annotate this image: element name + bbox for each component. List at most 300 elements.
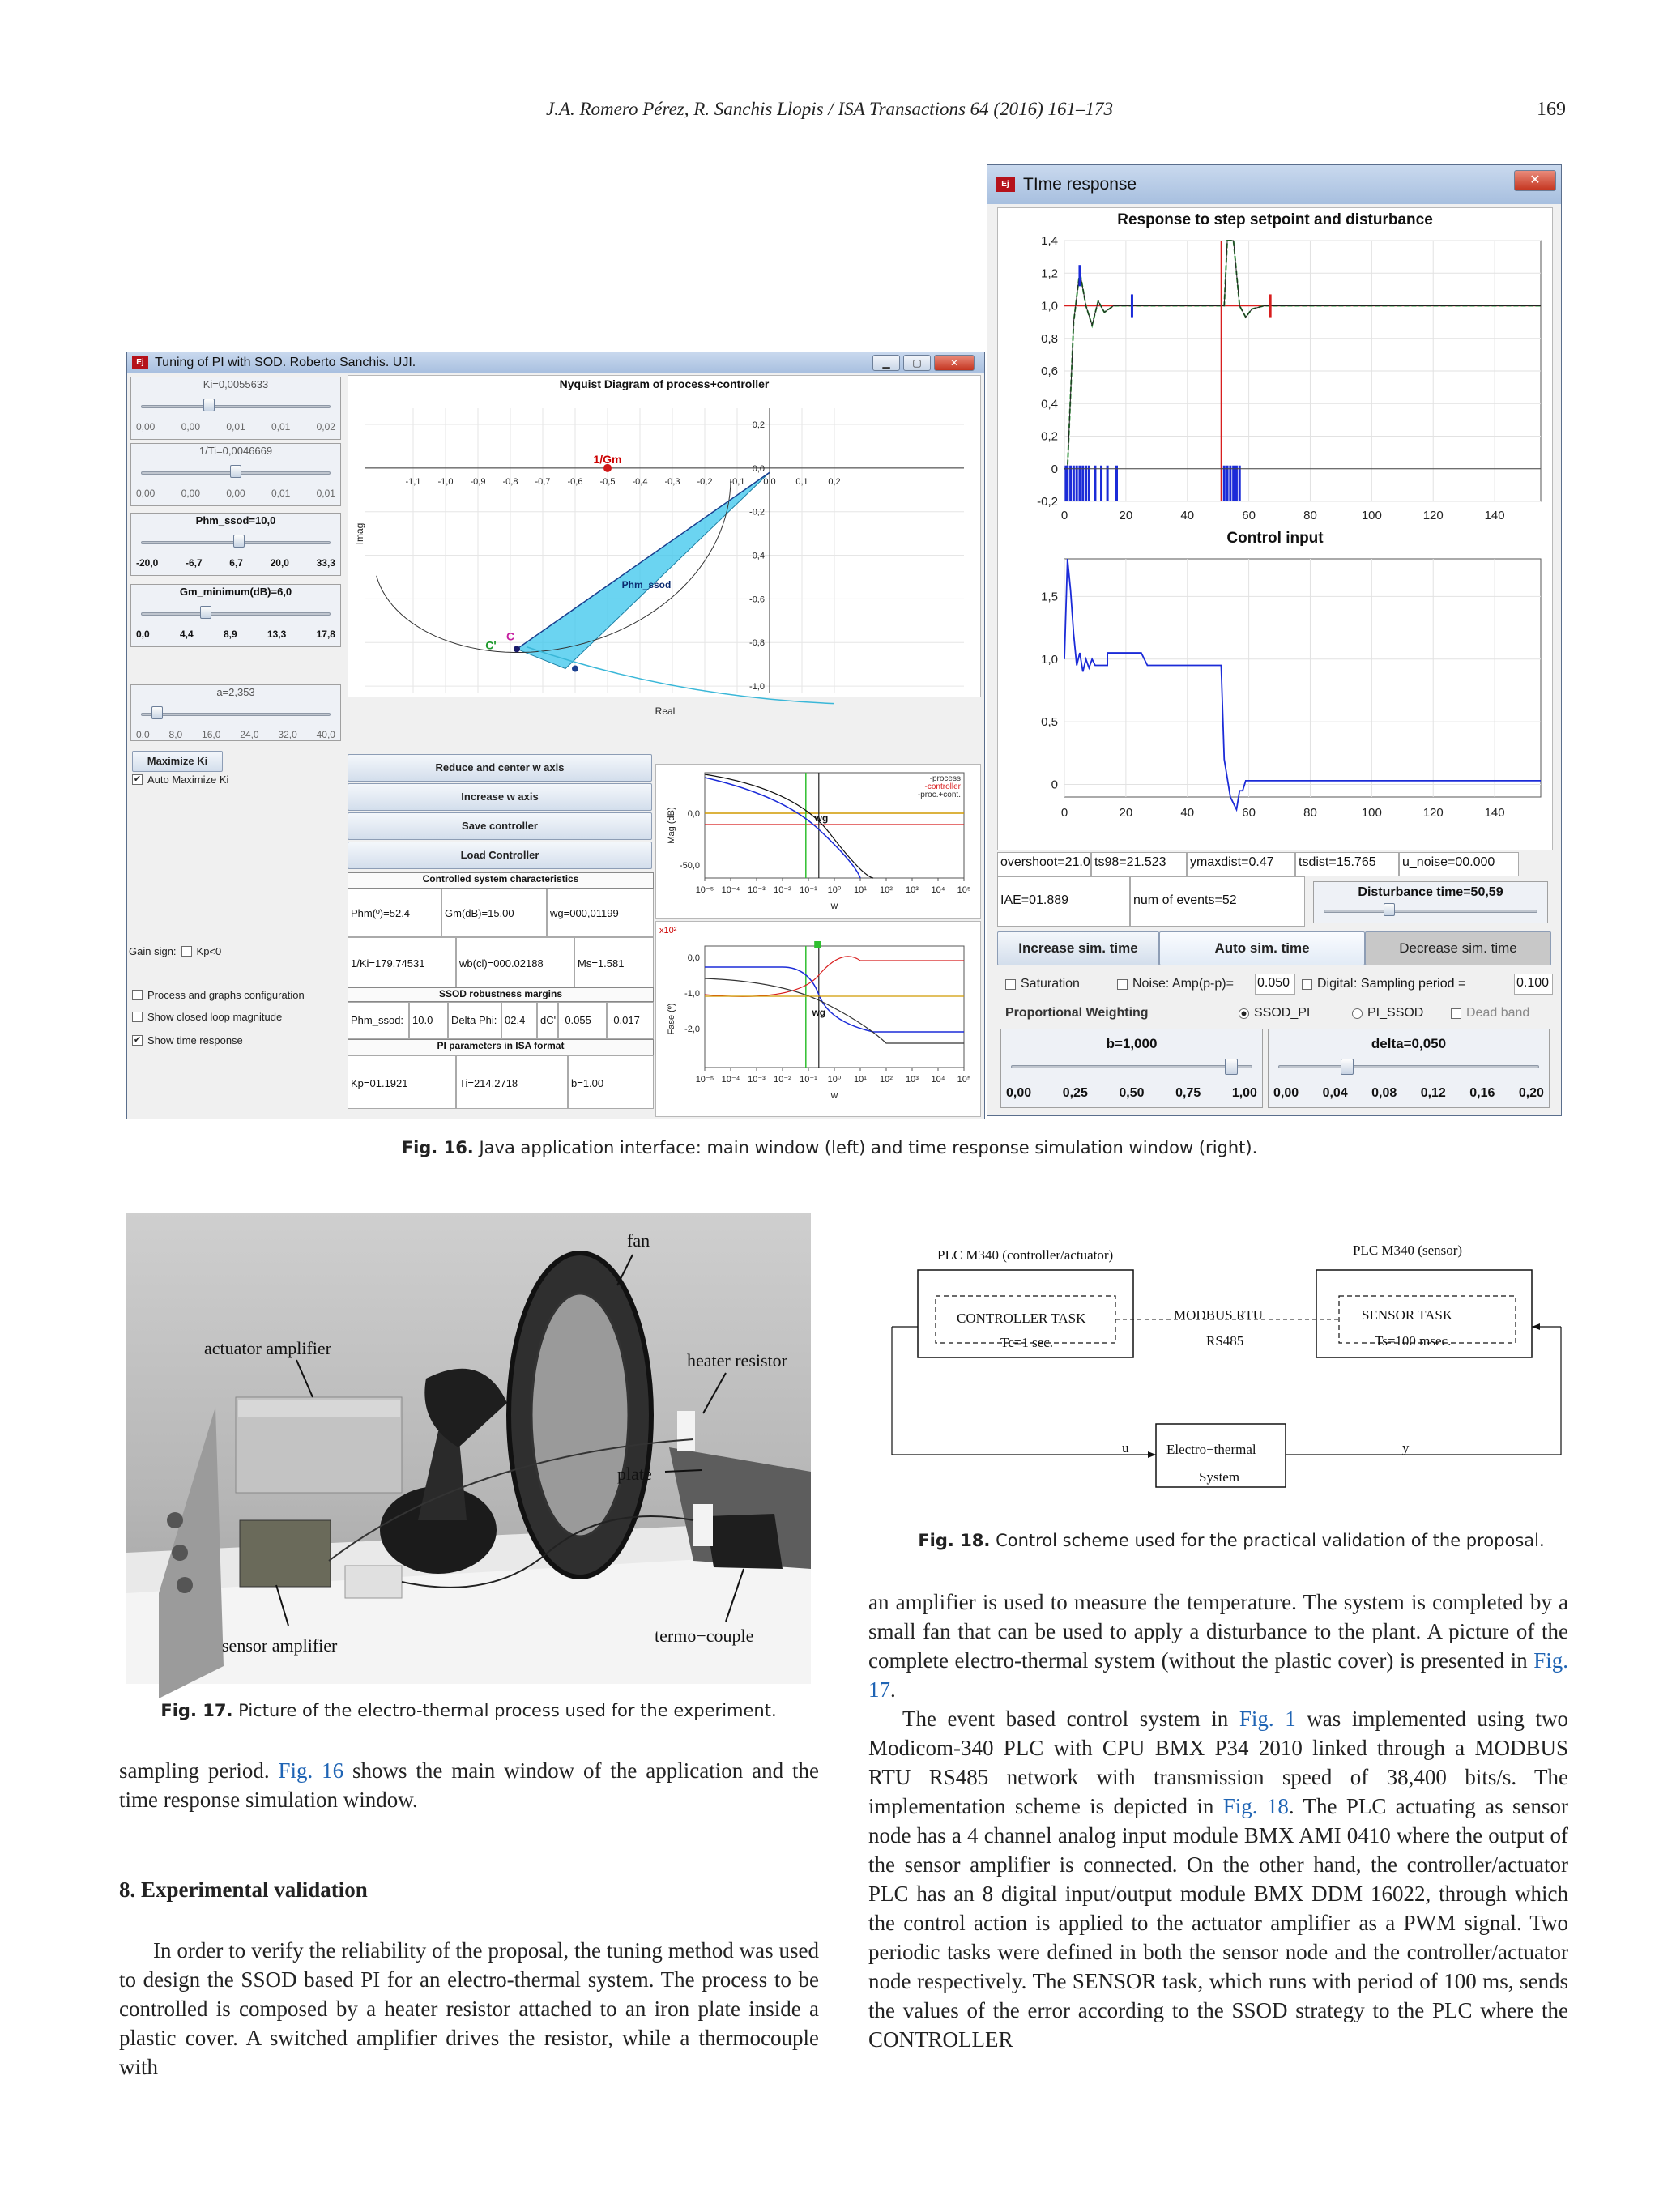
- y-tick-label: -0,6: [749, 595, 765, 605]
- step-response-plot: [998, 208, 1554, 545]
- action-button-0[interactable]: Reduce and center w axis: [348, 754, 652, 782]
- tick-label: 0,20: [1518, 1086, 1544, 1100]
- saturation-label: Saturation: [1021, 977, 1080, 991]
- checkbox-0[interactable]: [132, 774, 228, 786]
- slider-track: [1278, 1065, 1539, 1068]
- x-tick-label: 60: [1242, 806, 1256, 820]
- u-label: u: [1122, 1440, 1129, 1455]
- x-tick-label: -1,0: [437, 476, 454, 487]
- x-tick-label: 140: [1484, 509, 1505, 522]
- minimize-button[interactable]: ▁: [872, 355, 900, 371]
- phm-ssod-label: Phm_ssod: [621, 578, 672, 590]
- slider-ticks: [1273, 1086, 1544, 1101]
- delta-phi-value: 02.4: [501, 1002, 537, 1039]
- x-tick-label: 10²: [880, 1075, 893, 1085]
- slider-track: [141, 405, 331, 408]
- x-tick-label: -0,7: [535, 476, 551, 487]
- tick-label: 0,00: [226, 488, 245, 499]
- x-tick-label: 10⁻³: [748, 1075, 766, 1085]
- y-tick-label: 1,2: [1041, 266, 1058, 281]
- digital-checkbox[interactable]: [1302, 977, 1353, 991]
- isa-title: PI parameters in ISA format: [348, 1039, 654, 1055]
- wg-label: wg: [814, 812, 829, 824]
- time-window-close-button[interactable]: ✕: [1514, 170, 1556, 191]
- modbus-label: MODBUS RTU: [1174, 1307, 1263, 1323]
- tick-label: 24,0: [240, 729, 259, 740]
- digital-label: Digital: [1317, 977, 1354, 991]
- y-tick-label: -50,0: [679, 861, 700, 871]
- page-number: 169: [1537, 99, 1566, 120]
- tick-label: 13,3: [267, 629, 287, 640]
- y-axis-label: Imag: [354, 522, 365, 545]
- iae-value: IAE=01.889: [997, 876, 1130, 927]
- slider-track: [141, 713, 331, 716]
- tick-label: 0,01: [316, 488, 335, 499]
- slider-ticks: [1006, 1086, 1257, 1101]
- delta-slider[interactable]: [1268, 1029, 1550, 1108]
- phase-multiplier: x10²: [659, 926, 677, 936]
- main-window: [126, 352, 985, 1119]
- fig18-label: Fig. 18.: [918, 1531, 991, 1550]
- phm-ssod-label: Phm_ssod:: [348, 1002, 409, 1039]
- x-tick-label: 10¹: [854, 1075, 867, 1085]
- disturbance-time-label: Disturbance time=50,59: [1358, 885, 1503, 899]
- x-tick-label: 10¹: [854, 885, 867, 895]
- tick-label: 1,00: [1231, 1086, 1257, 1100]
- sim-buttons: [997, 931, 1553, 967]
- tick-label: 6,7: [229, 557, 243, 569]
- x-tick-label: -0,2: [697, 476, 713, 487]
- x-tick-label: -0,4: [632, 476, 648, 487]
- ti-value: Ti=214.2718: [456, 1055, 568, 1109]
- fig16-link[interactable]: Fig. 16: [278, 1758, 344, 1783]
- time-response-window: [987, 164, 1562, 1116]
- characteristics-title: Controlled system characteristics: [348, 872, 654, 889]
- slider-label: 1/Ti=0,0046669: [198, 445, 273, 457]
- u-noise-value: u_noise=00.000: [1399, 852, 1519, 876]
- right-paragraph-1: [868, 1588, 1568, 1704]
- x-tick-label: 140: [1484, 806, 1505, 820]
- c-label: C: [505, 629, 515, 643]
- text: was implemented using two Modicom-340 PLC with CPU BMX P34 2010 linked through a MODBUS RTU RS485 network with transmission speed of 38,400 bits/s. The implementation scheme is depicted in: [868, 1707, 1568, 1818]
- checkbox-3[interactable]: [132, 1034, 243, 1046]
- x-tick-label: 0,1: [795, 476, 808, 487]
- checkbox-box: ✔: [133, 774, 142, 784]
- delta-phi-label: Delta Phi:: [448, 1002, 501, 1039]
- y-tick-label: 0,0: [687, 953, 700, 963]
- tick-label: -6,7: [185, 557, 203, 569]
- x-tick-label: 120: [1422, 509, 1444, 522]
- pi-ssod-label: PI_SSOD: [1367, 1006, 1424, 1020]
- tick-label: 0,00: [1006, 1086, 1032, 1100]
- legend-1: -controller: [924, 782, 961, 791]
- left-paragraph-2: [119, 1936, 819, 2082]
- x-tick-label: 10³: [906, 885, 919, 895]
- y-tick-label: -0,4: [749, 551, 765, 561]
- gm-label: 1/Gm: [593, 452, 622, 466]
- x-tick-label: 10⁰: [827, 1075, 842, 1085]
- time-window-title: TIme response: [1023, 175, 1137, 194]
- ms-value: Ms=1.581: [574, 937, 654, 987]
- dc-value: -0.055: [558, 1002, 607, 1039]
- nyquist-title: Nyquist Diagram of process+controller: [559, 377, 770, 390]
- tick-label: 8,0: [168, 729, 183, 740]
- y-label: y: [1402, 1440, 1410, 1455]
- y-tick-label: 1,0: [1041, 652, 1058, 667]
- dead-band-label: Dead band: [1466, 1006, 1530, 1020]
- java-app-icon: Ej: [996, 177, 1015, 192]
- slider-label: Phm_ssod=10,0: [195, 514, 276, 526]
- x-tick-label: 10⁻⁵: [695, 1075, 714, 1085]
- x-tick-label: 10⁰: [827, 885, 842, 895]
- x-tick-label: 10³: [906, 1075, 919, 1085]
- slider-thumb[interactable]: [200, 606, 211, 619]
- x-tick-label: -1,1: [405, 476, 421, 487]
- control-input-plot: [998, 526, 1554, 849]
- tick-label: 0,08: [1371, 1086, 1397, 1100]
- label-plate: plate: [617, 1464, 652, 1484]
- tick-label: 0,01: [271, 421, 291, 433]
- tick-label: 0,04: [1322, 1086, 1348, 1100]
- pi-ssod-radio[interactable]: [1352, 1006, 1423, 1021]
- y-tick-label: 0,5: [1041, 715, 1058, 730]
- param-slider-4[interactable]: [130, 684, 341, 741]
- tick-label: 0,12: [1420, 1086, 1446, 1100]
- plot-frame: [705, 946, 964, 1068]
- slider-label: Ki=0,0055633: [203, 378, 269, 390]
- slider-ticks: [136, 421, 335, 433]
- x-tick-label: 100: [1361, 806, 1382, 820]
- x-tick-label: 20: [1119, 806, 1133, 820]
- wg-marker: [814, 941, 821, 948]
- y-tick-label: 1,5: [1041, 590, 1058, 604]
- slider-thumb[interactable]: [230, 465, 241, 478]
- label-sensor: sensor amplifier: [222, 1635, 338, 1656]
- tc-label: Tc=1 sec.: [1000, 1335, 1054, 1350]
- x-tick-label: 10⁻²: [774, 1075, 791, 1085]
- main-window-titlebar: [127, 352, 984, 373]
- kp-value: Kp=01.1921: [348, 1055, 456, 1109]
- left-control-panel: [127, 373, 346, 1119]
- dc-label: dC': [537, 1002, 558, 1039]
- x-tick-label: 40: [1180, 806, 1195, 820]
- control-input-title: Control input: [1226, 530, 1324, 547]
- checkbox-box: [132, 990, 143, 1000]
- text: . The PLC actuating as sensor node has a 4 channel analog input module BMX AMI 0410 where the output of the sensor amplifier is connected. On the other hand, the controller/actuator PLC has an 8 digital input/output module BMX DDM 16022, through which the control action is applied to the actuator amplifier as a PWM signal. Two periodic tasks were defined in both the sensor node and the controller/actuator node respectively. The SENSOR task, which runs with period of 100 ms, sends the values of the error according to the SSOD strategy to the PLC where the CONTROLLER: [868, 1794, 1568, 2052]
- nyquist-plot: [348, 376, 982, 717]
- y-axis-label: Mag (dB): [667, 807, 676, 844]
- gain-sign-checkbox[interactable]: [129, 945, 221, 957]
- tick-label: 0,00: [181, 421, 201, 433]
- fig17-link[interactable]: Fig. 17: [868, 1648, 1568, 1702]
- inv-ki-value: 1/Ki=179.74531: [348, 937, 456, 987]
- checkbox-label: Auto Maximize Ki: [147, 774, 229, 786]
- overshoot-value: overshoot=21.0: [997, 852, 1091, 876]
- sim-button-2[interactable]: Decrease sim. time: [1365, 931, 1551, 965]
- x-tick-label: 10⁻¹: [800, 885, 817, 895]
- tick-label: 4,4: [179, 629, 194, 640]
- sim-button-1[interactable]: Auto sim. time: [1159, 931, 1365, 965]
- x-tick-label: 10⁴: [931, 1075, 945, 1085]
- param-slider-1[interactable]: [130, 443, 341, 506]
- running-head: J.A. Romero Pérez, R. Sanchis Llopis / ISA Transactions 64 (2016) 161–173: [546, 99, 1113, 119]
- x-axis-label: w: [830, 1089, 838, 1101]
- tick-label: 33,3: [316, 557, 335, 569]
- c-line: [517, 472, 770, 649]
- tick-label: 0,0: [136, 629, 150, 640]
- slider-ticks: [136, 729, 335, 740]
- x-tick-label: 80: [1303, 806, 1317, 820]
- y-tick-label: 0,4: [1041, 397, 1058, 411]
- nyquist-panel: [348, 375, 981, 717]
- x-tick-label: 20: [1119, 509, 1133, 522]
- param-slider-0[interactable]: [130, 377, 341, 440]
- y-tick-label: 0,6: [1041, 364, 1058, 378]
- wg-label: wg: [812, 1007, 826, 1018]
- label-fan: fan: [627, 1230, 650, 1251]
- label-heater: heater resistor: [687, 1350, 787, 1370]
- tick-label: 0,25: [1062, 1086, 1088, 1100]
- noise-label: Noise: Amp(p-p)=: [1132, 977, 1234, 991]
- y-tick-label: -0,2: [1037, 495, 1058, 509]
- x-tick-label: 60: [1242, 509, 1256, 522]
- tick-label: 0,50: [1119, 1086, 1145, 1100]
- x-axis-label: Real: [655, 705, 676, 717]
- y-tick-label: 1,4: [1041, 234, 1058, 248]
- system-label-2: System: [1199, 1469, 1240, 1485]
- fig1-link[interactable]: Fig. 1: [1239, 1707, 1296, 1731]
- saturation-checkbox[interactable]: [1005, 977, 1080, 991]
- label-actuator: actuator amplifier: [204, 1338, 331, 1358]
- checkbox-box: ✔: [133, 1035, 142, 1045]
- y-tick-label: -2,0: [684, 1025, 700, 1034]
- disturbance-time-slider[interactable]: [1313, 881, 1548, 923]
- action-button-1[interactable]: Increase w axis: [348, 783, 652, 811]
- close-button[interactable]: ✕: [934, 355, 975, 371]
- y-tick-label: 0,2: [752, 420, 765, 430]
- plc1-label: PLC M340 (controller/actuator): [937, 1247, 1114, 1263]
- tick-label: 32,0: [278, 729, 297, 740]
- checkbox-box: [181, 946, 192, 957]
- y-tick-label: 0: [1051, 778, 1058, 792]
- slider-track: [1324, 910, 1537, 913]
- checkbox-label: Show time response: [147, 1034, 243, 1046]
- tick-label: 0,00: [1273, 1086, 1299, 1100]
- x-tick-label: -0,3: [664, 476, 680, 487]
- y-tick-label: 0,0: [687, 809, 700, 819]
- fig17-photo: [126, 1213, 811, 1684]
- ssod-margins-title: SSOD robustness margins: [348, 987, 654, 1002]
- x-tick-label: 10⁻²: [774, 885, 791, 895]
- slider-thumb[interactable]: [151, 706, 163, 719]
- x-tick-label: 10⁴: [931, 885, 945, 895]
- x-tick-label: 10²: [880, 885, 893, 895]
- maximize-ki-button[interactable]: Maximize Ki: [132, 751, 223, 772]
- paragraph-text: In order to verify the reliability of the proposal, the tuning method was used to design the SSOD based PI for an electro-thermal system. The process to be controlled is composed by a heater resistor attached to an iron plate inside a plastic cover. A switched amplifier drives the resistor, while a thermocouple with: [119, 1938, 819, 2079]
- x-tick-label: 10⁻¹: [800, 1075, 817, 1085]
- tick-label: 20,0: [270, 557, 289, 569]
- apparatus-drawing: [126, 1213, 811, 1684]
- fig16-label: Fig. 16.: [401, 1138, 474, 1157]
- checkbox-label: Process and graphs configuration: [147, 989, 305, 1001]
- gm-value: Gm(dB)=15.00: [441, 889, 547, 937]
- y-tick-label: 0: [1051, 462, 1058, 476]
- x-tick-label: -0,6: [567, 476, 583, 487]
- label-thermocouple: termo−couple: [655, 1626, 754, 1646]
- b-slider[interactable]: [1000, 1029, 1263, 1108]
- param-slider-3[interactable]: [130, 584, 341, 647]
- options-panel: [997, 967, 1553, 1113]
- maximize-window-button[interactable]: ▢: [903, 355, 931, 371]
- gain-sign-option: Kp<0: [196, 945, 222, 957]
- ssod-pi-radio[interactable]: [1239, 1006, 1310, 1021]
- sim-button-0[interactable]: Increase sim. time: [997, 931, 1159, 965]
- noise-checkbox[interactable]: [1117, 977, 1234, 991]
- ssod-pi-label: SSOD_PI: [1254, 1006, 1311, 1020]
- slider-thumb[interactable]: [203, 399, 215, 411]
- y-tick-label: -0,2: [749, 507, 765, 518]
- tick-label: 0,16: [1469, 1086, 1495, 1100]
- step-response-title: Response to step setpoint and disturbance: [1117, 211, 1433, 228]
- y-tick-label: -1,0: [684, 989, 700, 999]
- java-app-icon: Ej: [132, 356, 148, 369]
- slider-label: b=1,000: [1106, 1036, 1158, 1051]
- slider-thumb[interactable]: [1341, 1059, 1354, 1075]
- slider-track: [141, 612, 331, 616]
- text: sampling period.: [119, 1758, 279, 1783]
- fig18-diagram: [887, 1231, 1576, 1523]
- wb-value: wb(cl)=000.02188: [456, 937, 574, 987]
- tick-label: 0,00: [136, 421, 156, 433]
- fig17-caption: [126, 1701, 811, 1720]
- c-point: [514, 646, 520, 652]
- text: The event based control system in: [902, 1707, 1239, 1731]
- x-tick-label: 10⁻⁴: [721, 1075, 740, 1085]
- noise-amp-input[interactable]: 0.050: [1255, 974, 1295, 995]
- slider-ticks: [136, 629, 335, 640]
- x-tick-label: 0: [1060, 509, 1068, 522]
- tick-label: 0,02: [316, 421, 335, 433]
- gain-sign-label: Gain sign:: [129, 945, 177, 957]
- fig16-caption: [0, 1138, 1659, 1157]
- action-button-2[interactable]: Save controller: [348, 812, 652, 840]
- dead-band-checkbox[interactable]: [1451, 1006, 1529, 1021]
- tick-label: -20,0: [136, 557, 159, 569]
- tick-label: 0,01: [271, 488, 291, 499]
- system-label-1: Electro−thermal: [1166, 1442, 1256, 1457]
- controller-task-label: CONTROLLER TASK: [957, 1311, 1086, 1326]
- checkbox-label: Show closed loop magnitude: [147, 1011, 283, 1023]
- y-tick-label: 0,8: [1041, 331, 1058, 346]
- x-tick-label: 0,0: [763, 476, 776, 487]
- slider-thumb[interactable]: [1384, 903, 1395, 916]
- x-tick-label: -0,1: [729, 476, 745, 487]
- legend-2: -proc.+cont.: [917, 791, 961, 799]
- param-slider-2[interactable]: [130, 513, 341, 576]
- ssod-last-value: -0.017: [607, 1002, 654, 1039]
- x-tick-label: 80: [1303, 509, 1317, 522]
- y-tick-label: 1,0: [1041, 299, 1058, 313]
- slider-ticks: [136, 488, 335, 499]
- y-tick-label: -1,0: [749, 682, 765, 693]
- x-tick-label: 10⁵: [957, 885, 971, 895]
- section-heading: 8. Experimental validation: [119, 1877, 368, 1902]
- ymaxdist-value: ymaxdist=0.47: [1187, 852, 1295, 876]
- x-tick-label: 0,2: [828, 476, 841, 487]
- fig18-text: Control scheme used for the practical validation of the proposal.: [996, 1531, 1545, 1550]
- tick-label: 16,0: [202, 729, 221, 740]
- checkbox-2[interactable]: [132, 1011, 282, 1023]
- sampling-label: : Sampling period =: [1354, 977, 1466, 991]
- legend-0: -process: [929, 774, 961, 783]
- x-tick-label: -0,9: [470, 476, 486, 487]
- plc2-label: PLC M340 (sensor): [1353, 1242, 1463, 1258]
- slider-thumb[interactable]: [1225, 1059, 1238, 1075]
- x-tick-label: -0,8: [502, 476, 518, 487]
- action-button-3[interactable]: Load Controller: [348, 842, 652, 869]
- x-axis-label: w: [830, 900, 838, 911]
- rs485-label: RS485: [1206, 1333, 1244, 1349]
- text: shows the main window of the application and the time response simulation window.: [119, 1758, 819, 1812]
- sampling-period-input[interactable]: 0.100: [1514, 974, 1553, 995]
- tick-label: 0,00: [181, 488, 201, 499]
- fig17-label: Fig. 17.: [160, 1701, 233, 1720]
- x-tick-label: 10⁻⁴: [721, 885, 740, 895]
- phm-ssod-wedge: [517, 472, 770, 668]
- slider-ticks: [136, 557, 335, 569]
- ts98-value: ts98=21.523: [1091, 852, 1187, 876]
- tick-label: 0,00: [136, 488, 156, 499]
- text: an amplifier is used to measure the temperature. The system is completed by a small fan that can be used to apply a disturbance to the plant. A picture of the complete electro-thermal system (without the plastic cover) is presented in: [868, 1590, 1568, 1673]
- slider-track: [1011, 1065, 1252, 1068]
- tsdist-value: tsdist=15.765: [1295, 852, 1399, 876]
- step-response-panel: [997, 207, 1553, 546]
- characteristics-panel: [348, 872, 654, 1115]
- fig16-text: Java application interface: main window (left) and time response simulation window (right).: [479, 1138, 1258, 1157]
- y-tick-label: 0,0: [752, 463, 765, 474]
- text: .: [890, 1677, 896, 1702]
- x-tick-label: 100: [1361, 509, 1382, 522]
- tick-label: 0,01: [226, 421, 245, 433]
- main-window-title: Tuning of PI with SOD. Roberto Sanchis. UJI.: [155, 356, 416, 369]
- b-value: b=1.00: [568, 1055, 654, 1109]
- x-tick-label: 0: [1060, 806, 1068, 820]
- bode-phase-plot: [656, 922, 982, 1116]
- sensor-task-label: SENSOR TASK: [1362, 1307, 1453, 1323]
- right-paragraph-2: [868, 1704, 1568, 2054]
- slider-label: delta=0,050: [1371, 1036, 1447, 1051]
- prop-weight-label: Proportional Weighting: [1005, 1006, 1149, 1020]
- x-tick-label: 10⁻³: [748, 885, 766, 895]
- slider-thumb[interactable]: [233, 535, 245, 548]
- x-tick-label: 10⁻⁵: [695, 885, 714, 895]
- y-tick-label: -0,8: [749, 638, 765, 649]
- checkbox-1[interactable]: [132, 989, 305, 1001]
- bode-magnitude-plot: [656, 765, 982, 918]
- checkbox-box: [132, 1012, 143, 1022]
- x-tick-label: 120: [1422, 806, 1444, 820]
- action-buttons: [348, 754, 654, 876]
- control-input-panel: [997, 526, 1553, 850]
- bode-phase-panel: [655, 921, 981, 1117]
- phm-value: Phm(º)=52.4: [348, 889, 441, 937]
- wg-value: wg=000,01199: [547, 889, 654, 937]
- plot-frame: [1064, 559, 1541, 797]
- phm-ssod-field[interactable]: 10.0: [409, 1002, 448, 1039]
- fig18-link[interactable]: Fig. 18: [1222, 1794, 1289, 1818]
- tick-label: 0,0: [136, 729, 150, 740]
- x-tick-label: 40: [1180, 509, 1195, 522]
